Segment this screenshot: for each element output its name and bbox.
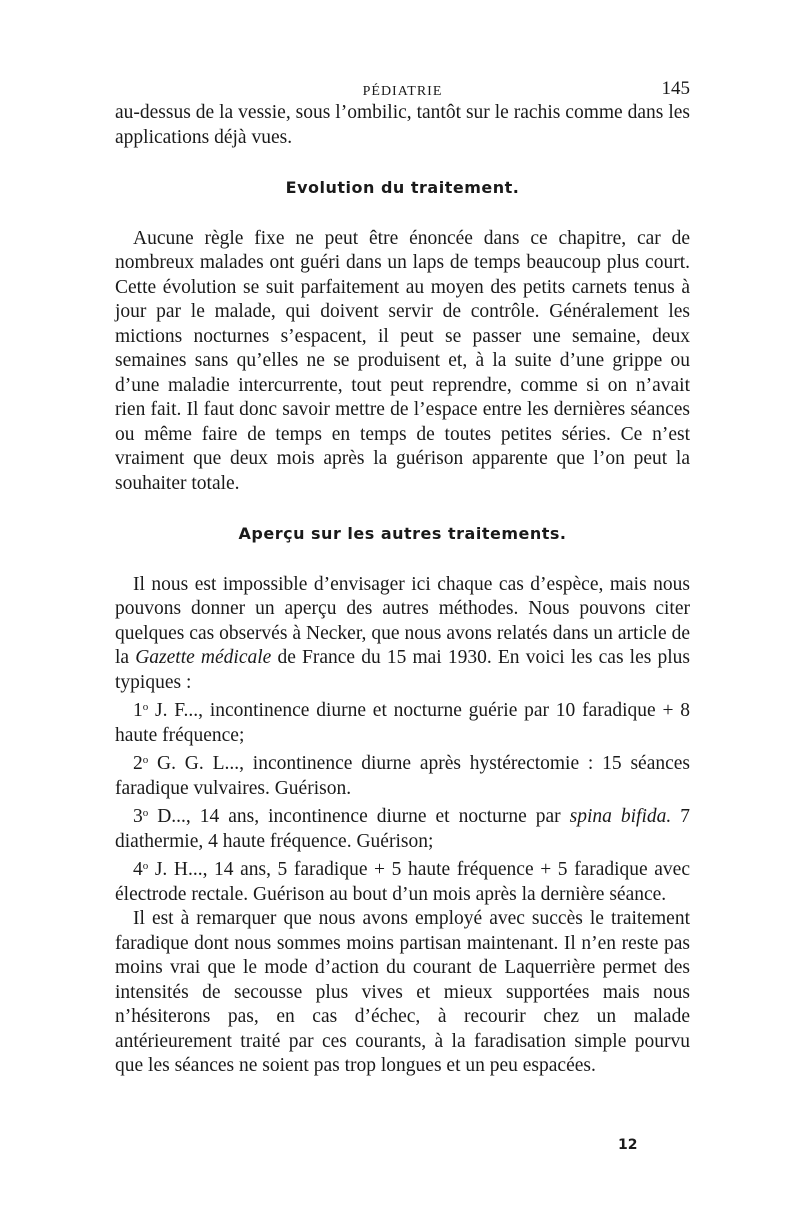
- section-heading-evolution: Evolution du traitement.: [285, 178, 520, 197]
- case-item-3: [115, 801, 690, 854]
- case-text: J. H..., 14 ans, 5 faradique + 5 haute fréquence + 5 faradique avec électrode rectale. Guérison au bout d’un mois après la dernière séance.: [115, 859, 690, 905]
- case-item-1: [115, 695, 690, 748]
- section-heading-apercu: Aperçu sur les autres traitements.: [238, 524, 567, 543]
- page-number: 145: [661, 78, 690, 99]
- case-text-after: 7 diathermie, 4 haute fréquence. Guérison;: [115, 806, 691, 852]
- ordinal-mark: o: [142, 701, 149, 713]
- case-number: 3: [133, 806, 143, 827]
- running-head: [115, 68, 690, 98]
- case-number: 2: [133, 753, 143, 774]
- intro-text-after: de France du 15 mai 1930. En voici les cas les plus typiques :: [115, 647, 690, 693]
- case-number: 4: [133, 859, 143, 880]
- case-text: J. F..., incontinence diurne et nocturne guérie par 10 faradique + 8 haute fréquence;: [115, 700, 690, 746]
- intro-text-before: Il nous est impossible d’envisager ici chaque cas d’espèce, mais nous pouvons donner un aperçu des autres méthodes. Nous pouvons citer quelques cas observés à Necker, que nous avons relatés dans un article de la: [115, 573, 690, 668]
- page: [115, 68, 690, 1079]
- journal-title: Gazette médicale: [135, 647, 272, 668]
- case-text: G. G. L..., incontinence diurne après hystérectomie : 15 séances faradique vulvaires. Guérison.: [115, 753, 690, 799]
- evolution-paragraph: Aucune règle fixe ne peut être énoncée dans ce chapitre, car de nombreux malades ont guéri dans un laps de temps beaucoup plus court. Cette évolution se suit parfaitement au moyen des petits carnets tenus à jour par le malade, qui doivent servir de contrôle. Généralement les mictions nocturnes s’espacent, il peut se passer une semaine, deux semaines sans qu’elles ne se produisent et, à la suite d’une grippe ou d’une maladie intercurrente, tout peut reprendre, comme si on n’avait rien fait. Il faut donc savoir mettre de l’espace entre les dernières séances ou même faire de temps en temps de toutes petites séries. Ce n’est vraiment que deux mois après la guérison apparente que l’on peut la souhaiter totale.: [115, 227, 690, 494]
- ordinal-mark: o: [142, 860, 149, 872]
- apercu-intro-paragraph: [115, 573, 690, 696]
- case-italic-term: spina bifida.: [569, 806, 672, 827]
- signature-mark: 12: [618, 1137, 638, 1153]
- case-item-2: [115, 748, 690, 801]
- case-number: 1: [133, 700, 143, 721]
- conclusion-paragraph: Il est à remarquer que nous avons employé avec succès le traitement faradique dont nous sommes moins partisan maintenant. Il n’en reste pas moins vrai que le mode d’action du courant de Laquerrière permet des intensités de secousse plus vives et mieux supportées mais nous n’hésiterons pas, en cas d’échec, à recourir chez un malade antérieurement traité par ces courants, à la faradisation simple pourvu que les séances ne soient pas trop longues et un peu espacées.: [115, 908, 690, 1076]
- case-item-4: [115, 854, 690, 907]
- ordinal-mark: o: [142, 754, 149, 766]
- running-title: PÉDIATRIE: [362, 84, 443, 99]
- ordinal-mark: o: [142, 807, 149, 819]
- carryover-paragraph: au-dessus de la vessie, sous l’ombilic, tantôt sur le rachis comme dans les applications déjà vues.: [115, 102, 690, 148]
- case-text: D..., 14 ans, incontinence diurne et nocturne par: [148, 806, 570, 827]
